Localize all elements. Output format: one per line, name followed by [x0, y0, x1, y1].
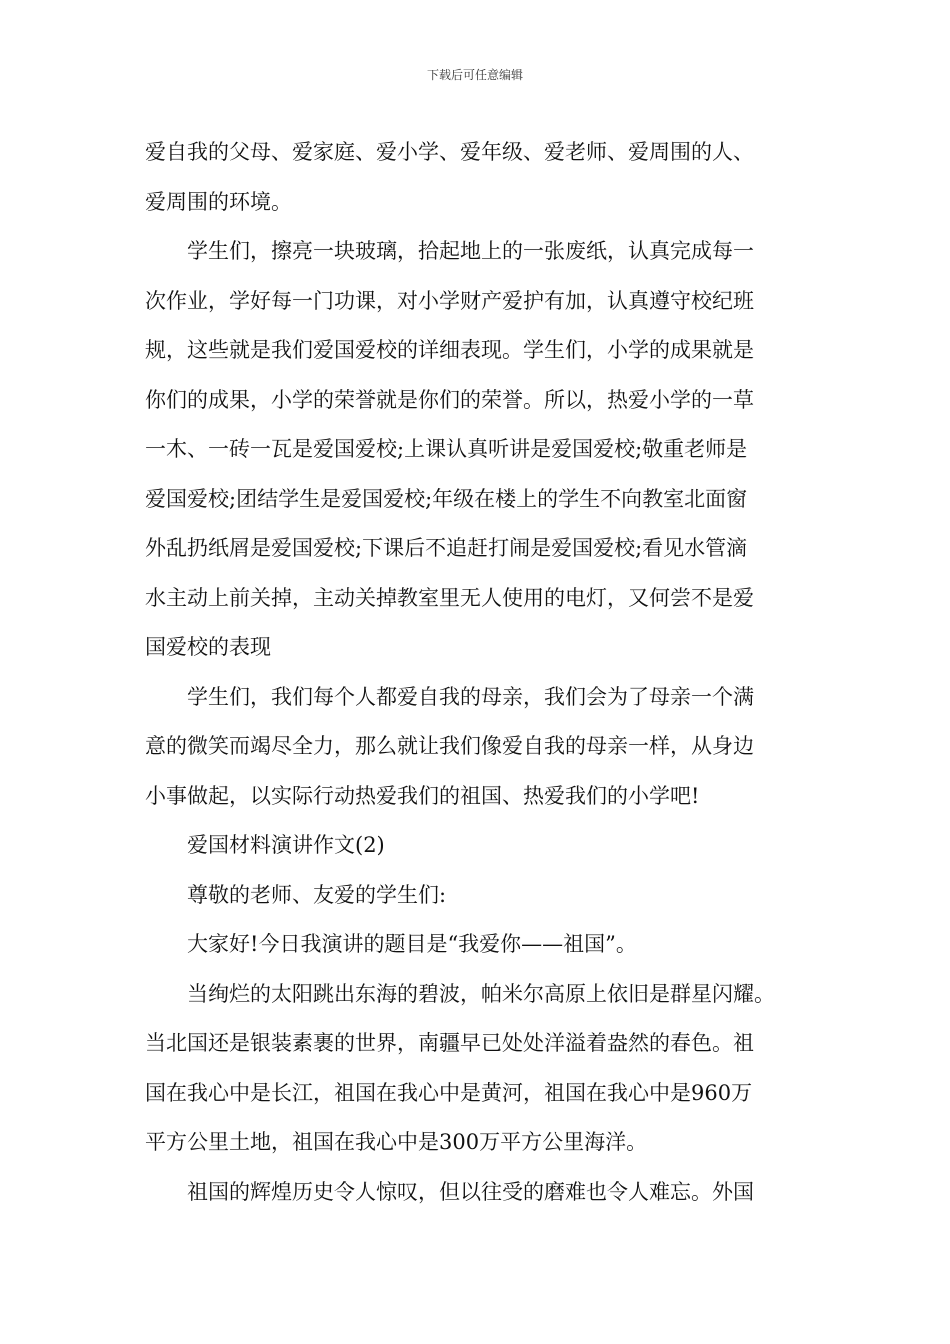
text-line: 爱国爱校;团结学生是爱国爱校;年级在楼上的学生不向教室北面窗	[145, 486, 748, 511]
text-line: 国爱校的表现	[145, 635, 271, 659]
text-line: 水主动上前关掉，主动关掉教室里无人使用的电灯，又何尝不是爱	[145, 585, 754, 610]
text-line: 小事做起，以实际行动热爱我们的祖国、热爱我们的小学吧!	[145, 783, 700, 808]
text-line: 次作业，学好每一门功课，对小学财产爱护有加，认真遵守校纪班	[145, 288, 754, 313]
text-line: 学生们，我们每个人都爱自我的母亲，我们会为了母亲一个满	[187, 684, 754, 709]
text-line: 外乱扔纸屑是爱国爱校;下课后不追赶打闹是爱国爱校;看见水管滴	[145, 536, 748, 560]
text-line: 平方公里土地，祖国在我心中是300万平方公里海洋。	[145, 1130, 648, 1154]
text-line: 大家好!今日我演讲的题目是“我爱你——祖国”。	[187, 932, 637, 956]
text-line: 当绚烂的太阳跳出东海的碧波，帕米尔高原上依旧是群星闪耀。	[187, 981, 775, 1006]
document-body	[145, 128, 805, 1217]
text-line: 爱周围的环境。	[145, 189, 292, 214]
text-line: 你们的成果，小学的荣誉就是你们的荣誉。所以，热爱小学的一草	[145, 387, 754, 412]
text-line: 国在我心中是长江，祖国在我心中是黄河，祖国在我心中是960万	[145, 1080, 753, 1105]
page-header: 下载后可任意编辑	[426, 68, 523, 82]
text-line: 当北国还是银装素裹的世界，南疆早已处处洋溢着盎然的春色。祖	[145, 1031, 754, 1055]
text-line: 爱自我的父母、爱家庭、爱小学、爱年级、爱老师、爱周围的人、	[145, 140, 754, 164]
text-line: 学生们，擦亮一块玻璃，拾起地上的一张废纸，认真完成每一	[187, 239, 754, 263]
text-line: 意的微笑而竭尽全力，那么就让我们像爱自我的母亲一样，从身边	[145, 734, 754, 758]
text-line: 一木、一砖一瓦是爱国爱校;上课认真听讲是爱国爱校;敬重老师是	[145, 437, 748, 461]
section-title: 爱国材料演讲作文(2)	[187, 833, 385, 857]
text-line: 祖国的辉煌历史令人惊叹，但以往受的磨难也令人难忘。外国	[187, 1179, 754, 1204]
text-line: 规，这些就是我们爱国爱校的详细表现。学生们，小学的成果就是	[145, 338, 754, 362]
salutation: 尊敬的老师、友爱的学生们:	[187, 882, 447, 907]
